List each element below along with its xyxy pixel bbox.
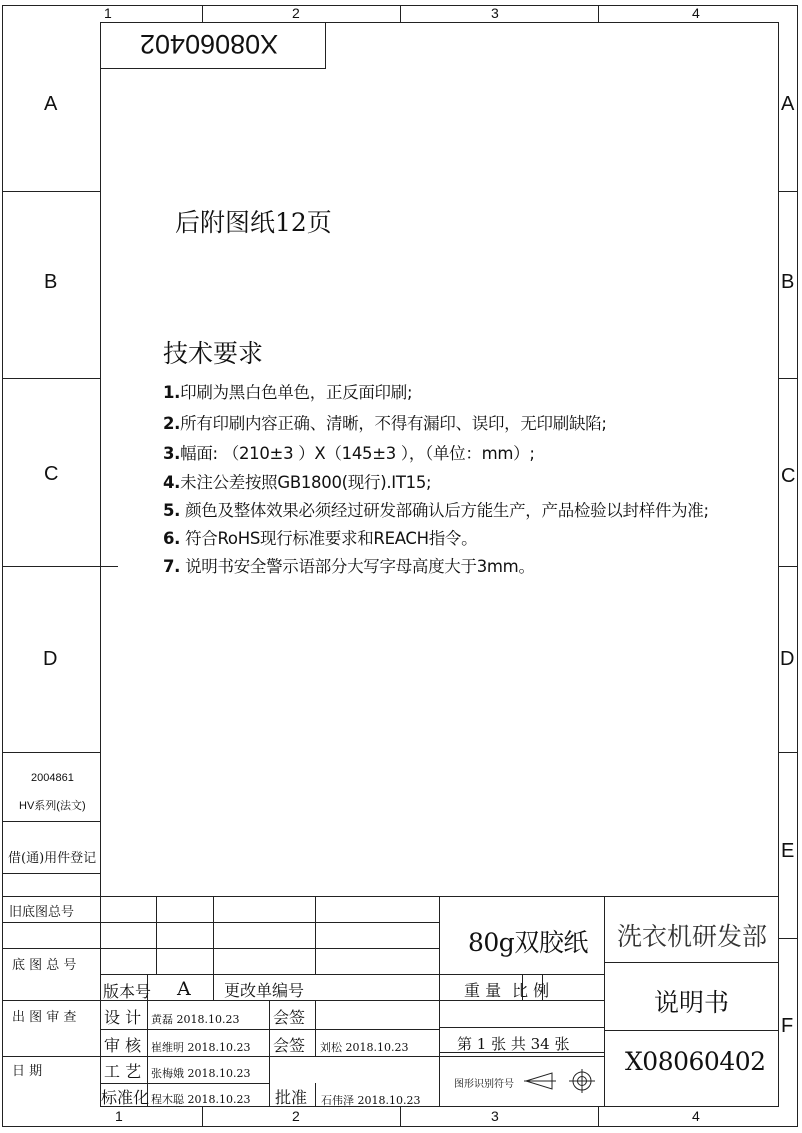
requirement-item: [163, 379, 412, 403]
left-zone-sep: [2, 378, 100, 379]
zone-row-a-right: A: [781, 93, 795, 115]
requirement-text: 颜色及整体效果必须经过研发部确认后方能生产，产品检验以封样件为准;: [180, 501, 709, 520]
right-zone-sep: [778, 752, 797, 753]
tb-line: [100, 974, 439, 975]
requirement-text: 印刷为黑白色单色，正反面印刷;: [180, 383, 413, 402]
zone-col-4-top: 4: [692, 5, 700, 21]
zone-row-a-left: A: [44, 93, 58, 115]
requirement-item: [163, 469, 431, 493]
bottom-tick: [202, 1106, 203, 1126]
right-zone-sep: [778, 191, 797, 192]
countersign-label: 会签: [273, 1008, 306, 1027]
zone-row-c-left: C: [44, 463, 59, 485]
right-zone-sep: [778, 938, 797, 939]
scale-label: 比 例: [512, 981, 550, 1000]
requirement-item: [163, 525, 477, 549]
requirement-text: 说明书安全警示语部分大写字母高度大于3mm。: [180, 557, 535, 576]
tb-line: [439, 1027, 604, 1028]
zone-row-d-right: D: [780, 648, 795, 670]
frame-right-outer: [797, 5, 798, 1126]
left-zone-sep: [2, 752, 100, 753]
projection-symbol-label: 图形识别符号: [454, 1079, 514, 1090]
frame-right-inner: [778, 22, 779, 1106]
material-spec: 80g双胶纸: [468, 928, 588, 957]
tb-line: [156, 896, 157, 974]
left-zone-sep: [2, 191, 100, 192]
tb-line: [604, 962, 778, 963]
tb-line: [269, 1000, 270, 1106]
mirrored-drawing-number: X08060402: [140, 29, 279, 59]
standardization-signature: 程木聪 2018.10.23: [151, 1093, 251, 1106]
zone-row-b-right: B: [781, 271, 795, 293]
bottom-tick: [400, 1106, 401, 1126]
design-signature: 黄磊 2018.10.23: [151, 1013, 240, 1026]
zone-row-f-right: F: [781, 1015, 794, 1037]
zone-col-4-bottom: 4: [692, 1108, 700, 1124]
right-zone-sep: [778, 566, 797, 567]
tb-line: [315, 896, 316, 974]
change-order-label: 更改单编号: [224, 981, 305, 1000]
left-zone-sep: [2, 821, 100, 822]
sheet-info: 第 1 张 共 34 张: [457, 1035, 570, 1053]
tb-line: [315, 1083, 316, 1106]
requirements-heading: 技术要求: [163, 339, 264, 368]
process-label: 工 艺: [104, 1062, 142, 1081]
requirement-text: 幅面: （210±3 ）X（145±3 ），（单位：mm）;: [180, 444, 535, 463]
frame-left-inner: [100, 22, 101, 1106]
countersign2-signature: 刘松 2018.10.23: [320, 1041, 409, 1054]
requirement-item: [163, 440, 535, 464]
requirement-number: 4.: [163, 473, 181, 492]
top-tick: [598, 5, 599, 22]
requirement-number: 6.: [163, 529, 181, 548]
left-zone-sep: [2, 566, 118, 567]
tb-line: [604, 1030, 778, 1031]
process-signature: 张梅娥 2018.10.23: [151, 1067, 251, 1080]
attached-pages-note: 后附图纸12页: [175, 208, 332, 237]
version-label: 版本号: [103, 982, 152, 1001]
version-value: A: [177, 978, 191, 1000]
tb-line: [213, 896, 214, 1000]
frame-bottom-outer: [2, 1126, 798, 1127]
third-angle-projection-icon: [524, 1068, 600, 1094]
zone-col-3-top: 3: [491, 5, 499, 21]
bottom-tick: [598, 1106, 599, 1126]
zone-row-b-left: B: [44, 271, 58, 293]
tb-line: [2, 922, 439, 923]
zone-row-e-right: E: [781, 840, 795, 862]
drawing-number: X08060402: [625, 1047, 766, 1076]
base-number-label: 底 图 总 号: [12, 958, 77, 973]
requirement-item: [163, 410, 607, 434]
document-name: 说明书: [654, 988, 730, 1017]
requirement-text: 所有印刷内容正确、清晰，不得有漏印、误印，无印刷缺陷;: [180, 414, 607, 433]
review-signature: 崔维明 2018.10.23: [151, 1041, 251, 1054]
old-base-number-label: 旧底图总号: [9, 905, 75, 920]
zone-row-d-left: D: [43, 648, 58, 670]
top-tick: [202, 5, 203, 22]
requirement-text: 未注公差按照GB1800(现行).IT15;: [180, 473, 432, 492]
department-name: 洗衣机研发部: [617, 922, 768, 951]
zone-col-2-top: 2: [292, 5, 300, 21]
design-label: 设 计: [104, 1008, 142, 1027]
tb-line: [2, 1056, 604, 1057]
zone-col-3-bottom: 3: [491, 1108, 499, 1124]
requirement-item: [163, 497, 709, 521]
standardization-label: 标准化: [101, 1088, 150, 1107]
side-code: 2004861: [31, 772, 74, 784]
requirement-number: 3.: [163, 444, 181, 463]
requirement-item: [163, 553, 535, 577]
requirement-number: 1.: [163, 383, 181, 402]
tb-line: [439, 896, 440, 1106]
right-zone-sep: [778, 378, 797, 379]
tb-line: [100, 1083, 270, 1084]
requirement-number: 2.: [163, 414, 181, 433]
top-tick: [400, 5, 401, 22]
tb-line: [315, 1000, 316, 1056]
issue-review-label: 出 图 审 查: [12, 1010, 77, 1025]
zone-row-c-right: C: [781, 465, 796, 487]
tb-line: [604, 896, 605, 1106]
requirement-number: 5.: [163, 501, 181, 520]
zone-col-1-bottom: 1: [115, 1108, 123, 1124]
requirement-number: 7.: [163, 557, 181, 576]
weight-label: 重 量: [464, 981, 502, 1000]
approve-signature: 石伟泽 2018.10.23: [321, 1094, 421, 1107]
tb-line: [2, 896, 778, 897]
borrow-register-label: 借(通)用件登记: [8, 851, 97, 866]
left-zone-sep: [2, 873, 100, 874]
zone-col-2-bottom: 2: [292, 1108, 300, 1124]
approve-label: 批准: [275, 1088, 308, 1107]
requirement-text: 符合RoHS现行标准要求和REACH指令。: [180, 529, 478, 548]
countersign2-label: 会签: [273, 1036, 306, 1055]
side-series: HV系列(法文): [19, 800, 86, 812]
zone-col-1-top: 1: [104, 5, 112, 21]
tb-line: [2, 948, 439, 949]
date-label: 日 期: [12, 1064, 43, 1079]
review-label: 审 核: [104, 1036, 142, 1055]
